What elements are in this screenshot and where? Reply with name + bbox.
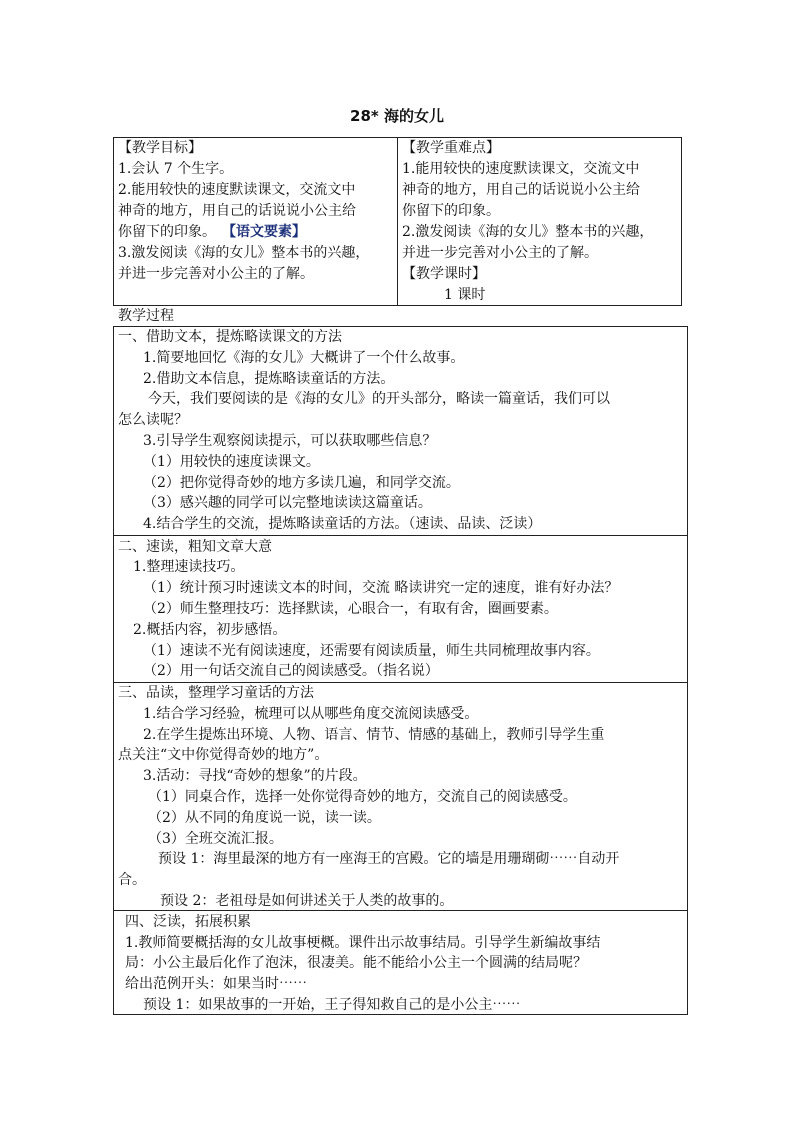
key-point-line: 2.激发阅读《海的女儿》整本书的兴趣， xyxy=(402,224,654,240)
section-line: 怎么读呢？ xyxy=(118,412,188,428)
section-line: 点关注“文中你觉得奇妙的地方”。 xyxy=(118,747,329,763)
section-heading: 一、借助文本，提炼略读课文的方法 xyxy=(118,329,342,345)
objective-line: 1.会认 7 个生字。 xyxy=(118,161,234,177)
section-line: 给出范例开头：如果当时⋯⋯ xyxy=(125,976,307,992)
language-element-label: 【语文要素】 xyxy=(222,224,306,240)
key-points-header: 【教学重难点】 xyxy=(402,140,500,156)
objectives-header: 【教学目标】 xyxy=(118,140,202,156)
section-line: （1）统计预习时速读文本的时间，交流 略读讲究一定的速度，谁有好办法？ xyxy=(143,580,619,596)
section-line: 3.引导学生观察阅读提示，可以获取哪些信息？ xyxy=(143,433,437,449)
section-line: （2）从不同的角度说一说，读一读。 xyxy=(148,810,381,826)
objective-line: 3.激发阅读《海的女儿》整本书的兴趣， xyxy=(118,245,370,261)
section-line: （1）用较快的速度读课文。 xyxy=(143,454,320,470)
section-line: 今天，我们要阅读的是《海的女儿》的开头部分，略读一篇童话，我们可以 xyxy=(148,391,610,407)
section-line: 预设 2：老祖母是如何讲述关于人类的故事的。 xyxy=(160,893,454,909)
section-heading: 四、泛读，拓展积累 xyxy=(125,914,251,930)
section-line: 3.活动：寻找“奇妙的想象”的片段。 xyxy=(143,768,367,784)
section-line: 局：小公主最后化作了泡沫，很凄美。能不能给小公主一个圆满的结局呢？ xyxy=(125,955,587,971)
section-heading: 三、品读，整理学习童话的方法 xyxy=(118,685,314,701)
section-line: 2.在学生提炼出环境、人物、语言、情节、情感的基础上，教师引导学生重 xyxy=(143,727,605,743)
process-label: 教学过程 xyxy=(118,308,174,324)
key-point-line: 1.能用较快的速度默读课文，交流文中 xyxy=(402,161,640,177)
section-line: 1.结合学习经验，梳理可以从哪些角度交流阅读感受。 xyxy=(143,706,479,722)
page-title: 28* 海的女儿 xyxy=(350,107,444,125)
section-line: （3）感兴趣的同学可以完整地读读这篇童话。 xyxy=(143,495,432,511)
objective-line: 神奇的地方，用自己的话说说小公主给 xyxy=(118,203,356,219)
section-line: （1）同桌合作，选择一处你觉得奇妙的地方，交流自己的阅读感受。 xyxy=(148,789,577,805)
section-line: 合。 xyxy=(118,872,146,888)
objective-line: 2.能用较快的速度默读课文，交流文中 xyxy=(118,182,356,198)
section-line: 2.借助文本信息，提炼略读童话的方法。 xyxy=(143,371,395,387)
section-line: （2）用一句话交流自己的阅读感受。（指名说） xyxy=(143,663,439,679)
section-divider xyxy=(113,535,688,536)
section-line: 1.整理速读技巧。 xyxy=(133,559,245,575)
key-point-line: 并进一步完善对小公主的了解。 xyxy=(402,245,598,261)
hours-header: 【教学课时】 xyxy=(402,266,486,282)
section-line: （2）把你觉得奇妙的地方多读几遍，和同学交流。 xyxy=(143,475,460,491)
key-point-line: 你留下的印象。 xyxy=(402,203,500,219)
section-line: 预设 1：如果故事的一开始，王子得知救自己的是小公主⋯⋯ xyxy=(143,997,521,1013)
section-line: 预设 1：海里最深的地方有一座海王的宫殿。它的墙是用珊瑚砌⋯⋯自动开 xyxy=(158,851,620,867)
section-line: （1）速读不光有阅读速度，还需要有阅读质量，师生共同梳理故事内容。 xyxy=(143,643,600,659)
objective-line: 你留下的印象。 xyxy=(118,224,216,240)
objective-line: 并进一步完善对小公主的了解。 xyxy=(118,266,314,282)
section-line: （2）师生整理技巧：选择默读，心眼合一，有取有舍，圈画要素。 xyxy=(143,601,558,617)
section-line: 2.概括内容，初步感悟。 xyxy=(133,622,287,638)
hours-value: 1 课时 xyxy=(444,287,486,303)
section-line: 1.教师简要概括海的女儿故事梗概。课件出示故事结局。引导学生新编故事结 xyxy=(125,935,601,951)
section-line: （3）全班交流汇报。 xyxy=(148,831,283,847)
section-line: 4.结合学生的交流，提炼略读童话的方法。（速读、品读、泛读） xyxy=(143,516,542,532)
section-line: 1.简要地回忆《海的女儿》大概讲了一个什么故事。 xyxy=(143,350,465,366)
key-point-line: 神奇的地方，用自己的话说说小公主给 xyxy=(402,182,640,198)
table-divider xyxy=(397,137,398,306)
section-heading: 二、速读，粗知文章大意 xyxy=(118,539,272,555)
